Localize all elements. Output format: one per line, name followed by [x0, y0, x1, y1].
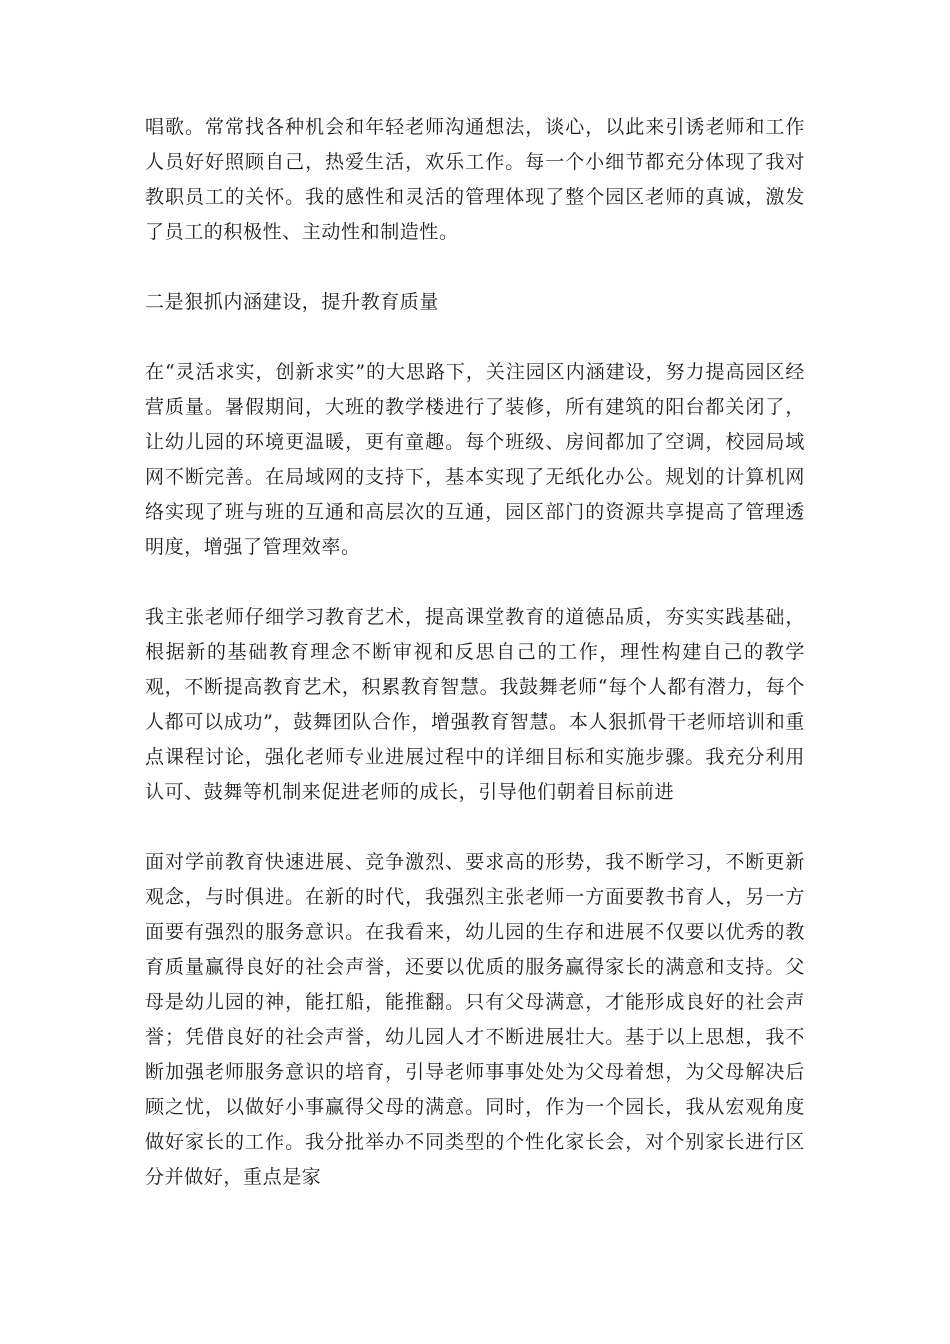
section-heading: 二是狠抓内涵建设，提升教育质量: [145, 291, 440, 313]
document-body: [145, 110, 805, 1230]
paragraph-infrastructure: 在“灵活求实，创新求实”的大思路下，关注园区内涵建设，努力提高园区经营质量。暑假期间，大班的教学楼进行了装修，所有建筑的阳台都关闭了，让幼儿园的环境更温暖，更有童趣。每个班级、房间都加了空调，校园局域网不断完善。在局域网的支持下，基本实现了无纸化办公。规划的计算机网络实现了班与班的互通和高层次的互通，园区部门的资源共享提高了管理透明度，增强了管理效率。: [145, 361, 805, 558]
paragraph-teacher-development: 我主张老师仔细学习教育艺术，提高课堂教育的道德品质，夯实实践基础，根据新的基础教育理念不断审视和反思自己的工作，理性构建自己的教学观，不断提高教育艺术，积累教育智慧。我鼓舞老师“每个人都有潜力，每个人都可以成功”，鼓舞团队合作，增强教育智慧。本人狠抓骨干老师培训和重点课程讨论，强化老师专业进展过程中的详细目标和实施步骤。我充分利用认可、鼓舞等机制来促进老师的成长，引导他们朝着目标前进: [145, 606, 805, 803]
paragraph-service-awareness: 面对学前教育快速进展、竞争激烈、要求高的形势，我不断学习，不断更新观念，与时俱进。在新的时代，我强烈主张老师一方面要教书育人，另一方面要有强烈的服务意识。在我看来，幼儿园的生存和进展不仅要以优秀的教育质量赢得良好的社会声誉，还要以优质的服务赢得家长的满意和支持。父母是幼儿园的神，能扛船，能推翻。只有父母满意，才能形成良好的社会声誉；凭借良好的社会声誉，幼儿园人才不断进展壮大。基于以上思想，我不断加强老师服务意识的培育，引导老师事事处处为父母着想，为父母解决后顾之忧，以做好小事赢得父母的满意。同时，作为一个园长，我从宏观角度做好家长的工作。我分批举办不同类型的个性化家长会，对个别家长进行区分并做好，重点是家: [145, 851, 805, 1188]
paragraph-staff-care: 唱歌。常常找各种机会和年轻老师沟通想法，谈心，以此来引诱老师和工作人员好好照顾自己，热爱生活，欢乐工作。每一个小细节都充分体现了我对教职员工的关怀。我的感性和灵活的管理体现了整个园区老师的真诚，激发了员工的积极性、主动性和制造性。: [145, 116, 805, 243]
